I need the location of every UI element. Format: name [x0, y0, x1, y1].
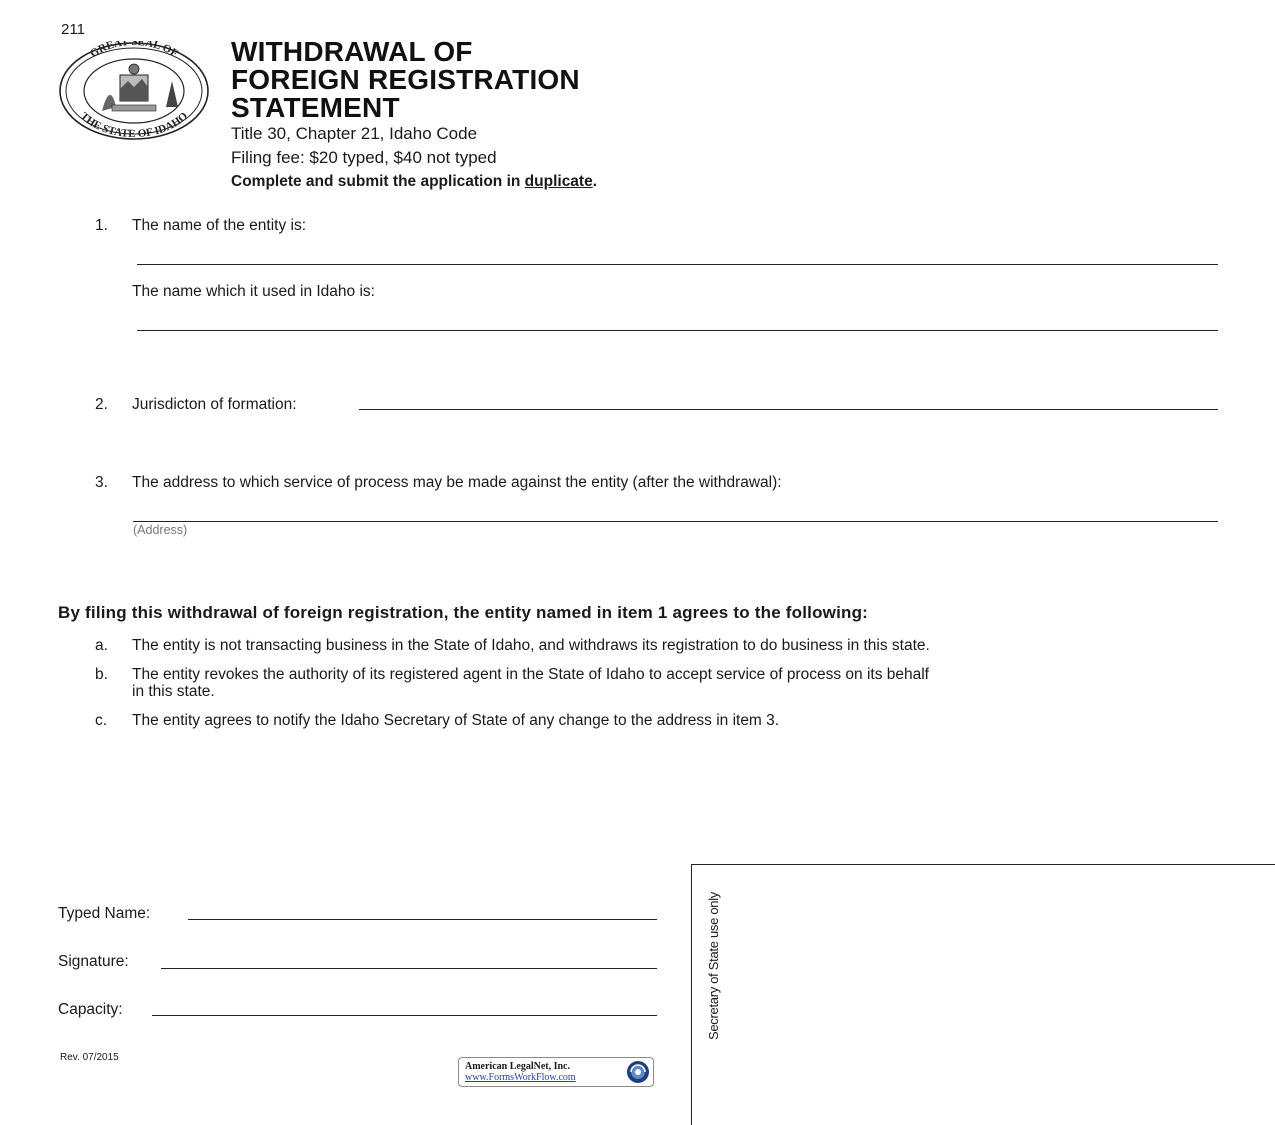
signature-label: Signature:: [58, 953, 129, 970]
clause-b-text: The entity revokes the authority of its registered agent in the State of Idaho to accept service of process on its behalf: [132, 666, 929, 683]
capacity-label: Capacity:: [58, 1001, 123, 1018]
item-3-label: The address to which service of process may be made against the entity (after the withdrawal):: [132, 474, 782, 491]
clause-c-text: The entity agrees to notify the Idaho Secretary of State of any change to the address in item 3.: [132, 712, 780, 729]
instruction-suffix: .: [592, 173, 598, 190]
vendor-badge[interactable]: [458, 1057, 654, 1087]
seal-text-top: GREAT SEAL OF: [88, 41, 180, 60]
item-3-number: 3.: [95, 474, 108, 491]
item-2-number: 2.: [95, 396, 108, 413]
entity-name-field[interactable]: [137, 264, 1218, 265]
code-citation: Title 30, Chapter 21, Idaho Code: [231, 124, 478, 143]
office-use-box: [691, 864, 1275, 1125]
office-use-label: Secretary of State use only: [706, 892, 721, 1040]
form-number: 211: [61, 21, 85, 38]
item-2-label: Jurisdicton of formation:: [132, 396, 297, 413]
jurisdiction-field[interactable]: [359, 409, 1218, 410]
globe-icon: [626, 1060, 650, 1084]
clause-c-letter: c.: [95, 712, 108, 729]
instruction-emphasis: duplicate: [524, 173, 593, 190]
form-title-line-3: STATEMENT: [231, 92, 400, 123]
revision-date: Rev. 07/2015: [60, 1052, 119, 1063]
capacity-field[interactable]: [152, 1015, 657, 1016]
filing-fee: Filing fee: $20 typed, $40 not typed: [231, 148, 497, 167]
seal-text-bottom: THE STATE OF IDAHO: [77, 110, 191, 141]
state-seal: [58, 41, 210, 141]
submission-instruction: [231, 170, 597, 194]
agreement-heading: By filing this withdrawal of foreign registration, the entity named in item 1 agrees to the following:: [58, 603, 869, 622]
state-seal-icon: [58, 41, 210, 141]
instruction-text: Complete and submit the application in: [231, 173, 525, 190]
vendor-url[interactable]: www.FormsWorkFlow.com: [465, 1072, 576, 1083]
signature-field[interactable]: [161, 968, 657, 969]
title-block: [231, 38, 597, 194]
form-title-line-1: WITHDRAWAL OF: [231, 36, 473, 67]
clause-b-letter: b.: [95, 666, 108, 683]
address-caption: (Address): [133, 523, 188, 537]
clause-a-text: The entity is not transacting business in the State of Idaho, and withdraws its registration to do business in this state.: [132, 637, 930, 654]
address-field[interactable]: [133, 521, 1218, 522]
item-1-label: The name of the entity is:: [132, 217, 307, 234]
clause-a-letter: a.: [95, 637, 108, 654]
idaho-name-field[interactable]: [137, 330, 1218, 331]
item-1-number: 1.: [95, 217, 108, 234]
typed-name-field[interactable]: [188, 919, 657, 920]
clause-b-text-cont: in this state.: [132, 683, 215, 700]
item-1-sublabel: The name which it used in Idaho is:: [132, 283, 375, 300]
form-title-line-2: FOREIGN REGISTRATION: [231, 64, 580, 95]
typed-name-label: Typed Name:: [58, 905, 151, 922]
vendor-name: American LegalNet, Inc.: [465, 1061, 570, 1072]
